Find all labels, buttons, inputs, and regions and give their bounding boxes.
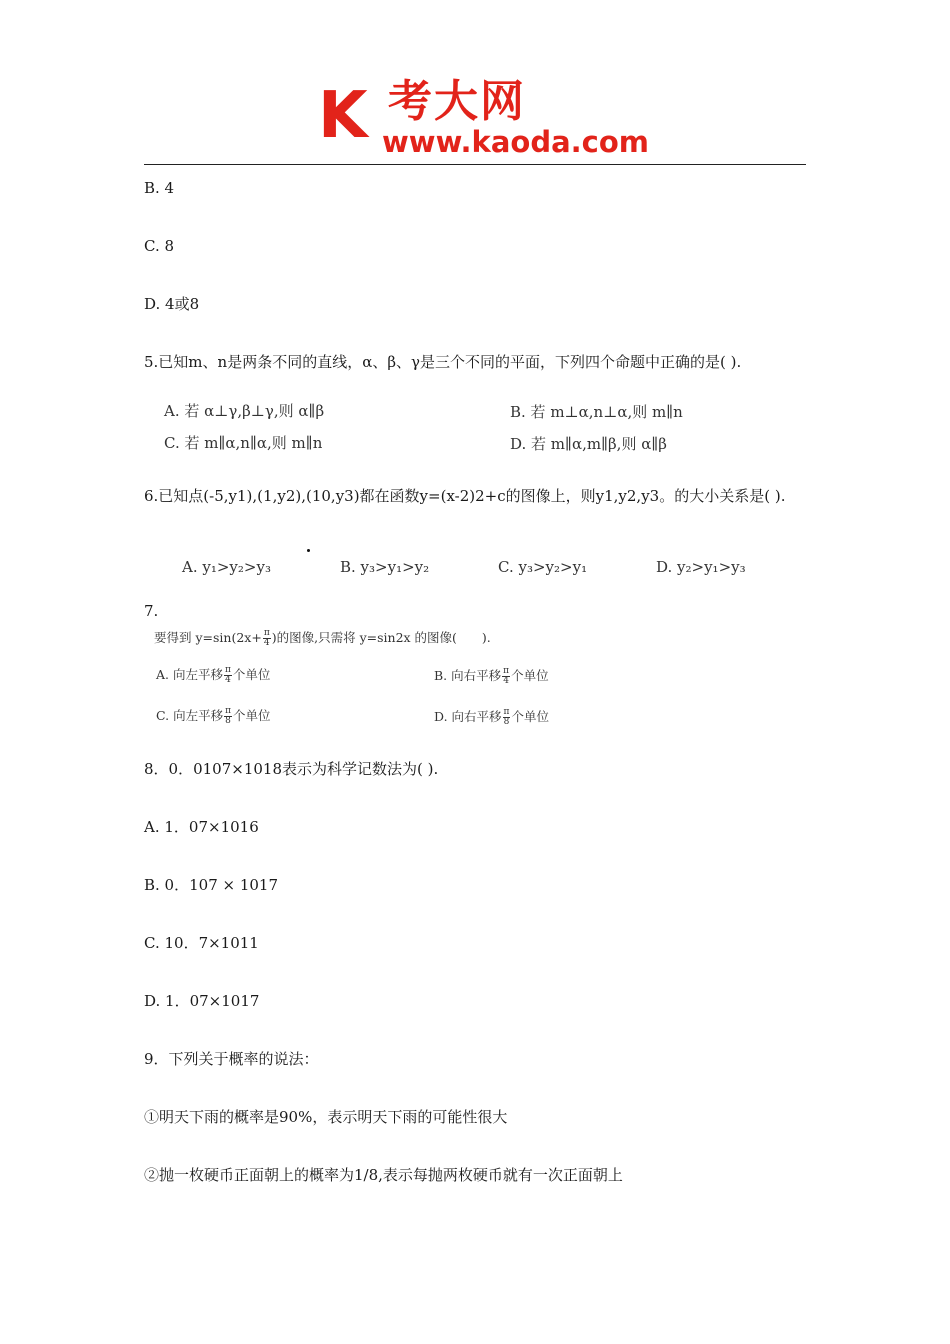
q7-option-b: B. 向右平移 $\frac{\pi}{4}$ 个单位: [434, 666, 549, 686]
q6-option-d: D. y₂>y₁>y₃: [656, 558, 746, 576]
q7-option-a: A. 向左平移 $\frac{\pi}{4}$ 个单位: [156, 665, 271, 685]
option-d-prev: D. 4或8: [144, 295, 200, 313]
logo-k-mark: K: [318, 79, 368, 153]
kaoda-logo: [318, 76, 649, 160]
q8-option-c: C. 10．7×1011: [144, 934, 259, 952]
q7-stem: [154, 628, 491, 648]
question-8: 8．0．0107×1018表示为科学记数法为( ).: [144, 760, 439, 778]
q7-frac-pi-4: $\frac{\pi}{4}$: [263, 628, 270, 648]
q7-option-c: C. 向左平移 $\frac{\pi}{8}$ 个单位: [156, 706, 271, 726]
q5-option-a: A. 若 α⊥γ,β⊥γ,则 α∥β: [164, 402, 325, 420]
option-c-prev: C. 8: [144, 237, 175, 255]
q8-option-a: A. 1．07×1016: [144, 818, 259, 836]
stray-dot: [307, 549, 310, 552]
q8-option-b: B. 0．107 × 1017: [144, 876, 279, 894]
q7-stem-pre: 要得到 y=sin(2x+: [154, 630, 262, 645]
logo-chinese-text: 考大网: [388, 76, 526, 127]
header-divider: [144, 164, 806, 165]
q5-option-b: B. 若 m⊥α,n⊥α,则 m∥n: [510, 403, 683, 421]
option-b-prev: B. 4: [144, 179, 175, 197]
q7-option-d: D. 向右平移 $\frac{\pi}{8}$ 个单位: [434, 707, 549, 727]
question-5: 5.已知m、n是两条不同的直线，α、β、γ是三个不同的平面，下列四个命题中正确的是( ).: [144, 353, 742, 371]
question-6: 6.已知点(-5,y1),(1,y2),(10,y3)都在函数y=(x-2)2+c的图像上，则y1,y2,y3。的大小关系是( ).: [144, 487, 786, 505]
q8-option-d: D. 1．07×1017: [144, 992, 260, 1010]
question-9: 9．下列关于概率的说法：: [144, 1050, 319, 1068]
q9-statement-1: ①明天下雨的概率是90%，表示明天下雨的可能性很大: [144, 1108, 508, 1126]
logo-url-text: www.kaoda.com: [382, 125, 649, 159]
q5-option-c: C. 若 m∥α,n∥α,则 m∥n: [164, 434, 323, 452]
question-7-number: 7.: [144, 602, 159, 620]
q6-option-c: C. y₃>y₂>y₁: [498, 558, 588, 576]
q7-stem-post: )的图像,只需将 y=sin2x 的图像( ).: [271, 630, 491, 645]
q6-option-a: A. y₁>y₂>y₃: [182, 558, 271, 576]
q9-statement-2: ②抛一枚硬币正面朝上的概率为1/8,表示每抛两枚硬币就有一次正面朝上: [144, 1166, 623, 1184]
q5-option-d: D. 若 m∥α,m∥β,则 α∥β: [510, 435, 667, 453]
q6-option-b: B. y₃>y₁>y₂: [340, 558, 430, 576]
